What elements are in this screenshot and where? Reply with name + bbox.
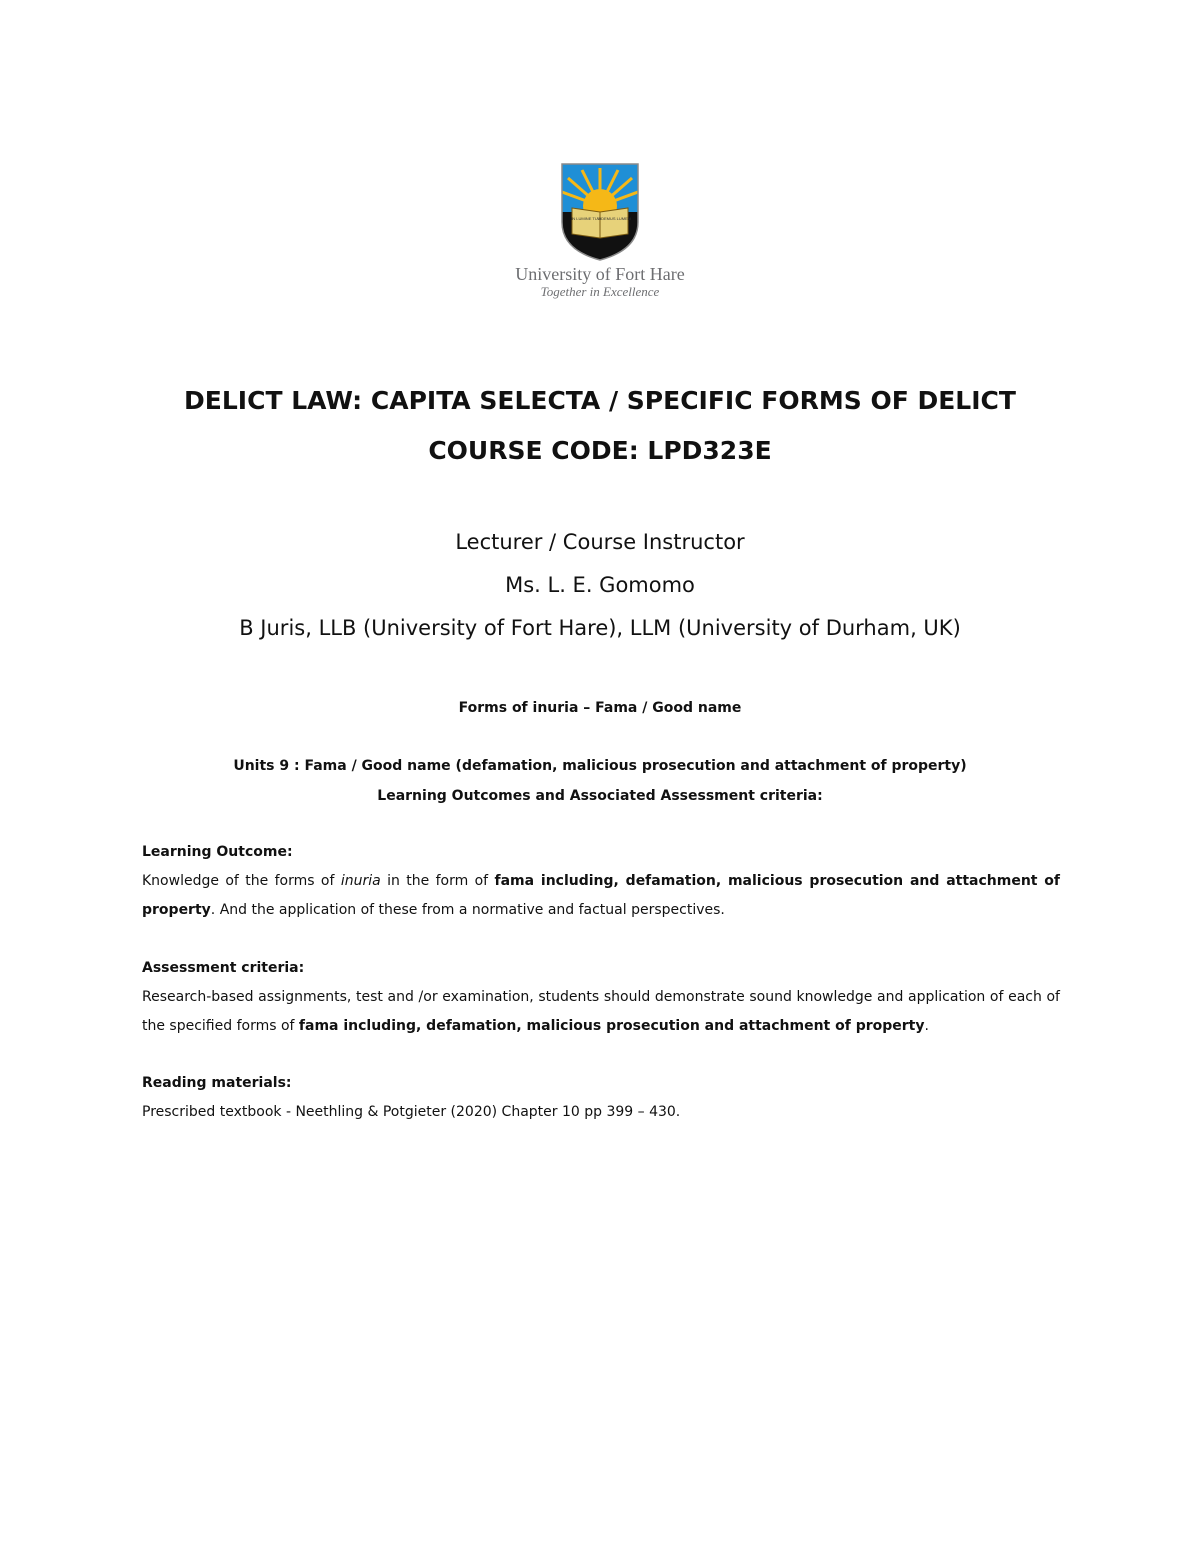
assessment-bold: fama including, defamation, malicious prosecution and attachment of property xyxy=(298,1018,925,1034)
learning-outcome-text-end: . And the application of these from a normative and factual perspectives. xyxy=(210,902,725,918)
university-motto: Together in Excellence xyxy=(540,284,660,299)
lecturer-name: Ms. L. E. Gomomo xyxy=(505,573,695,597)
learning-outcome-italic: inuria xyxy=(340,873,381,889)
unit-subtitle: Learning Outcomes and Associated Assessment criteria: xyxy=(377,788,823,804)
assessment-text xyxy=(142,983,1060,1041)
reading-section xyxy=(142,1069,1060,1127)
learning-outcome-section xyxy=(142,838,1060,925)
lecturer-qualifications: B Juris, LLB (University of Fort Hare), LLM (University of Durham, UK) xyxy=(239,616,961,640)
reading-text: Prescribed textbook - Neethling & Potgieter (2020) Chapter 10 pp 399 – 430. xyxy=(142,1104,681,1120)
learning-outcome-text-b: in the form of xyxy=(380,873,495,889)
crest-book-right-text: VIDEMUS LUMEN xyxy=(597,216,631,221)
lecturer-role: Lecturer / Course Instructor xyxy=(455,530,745,554)
crest-book-left-text: IN LUMINE TUO xyxy=(571,216,601,221)
assessment-text-a: Research-based assignments, test and /or examination, students should demonstrate sound knowledge and application of each of the specified forms of xyxy=(142,989,1060,1034)
unit-title: Units 9 : Fama / Good name (defamation, malicious prosecution and attachment of property) xyxy=(233,758,967,774)
course-code: COURSE CODE: LPD323E xyxy=(428,436,772,465)
assessment-heading: Assessment criteria: xyxy=(142,960,305,976)
learning-outcome-bold: fama including, defamation, malicious prosecution and attachment of property xyxy=(142,873,1061,918)
assessment-section xyxy=(142,954,1060,1041)
assessment-text-end: . xyxy=(924,1018,929,1034)
learning-outcome-text xyxy=(142,867,1060,925)
university-name: University of Fort Hare xyxy=(515,264,685,284)
topic-heading: Forms of inuria – Fama / Good name xyxy=(458,700,742,716)
university-logo xyxy=(500,162,700,300)
reading-heading: Reading materials: xyxy=(142,1075,292,1091)
university-crest-icon xyxy=(560,162,640,262)
course-title: DELICT LAW: CAPITA SELECTA / SPECIFIC FORMS OF DELICT xyxy=(184,386,1016,415)
learning-outcome-heading: Learning Outcome: xyxy=(142,844,293,860)
learning-outcome-text-a: Knowledge of the forms of xyxy=(142,873,341,889)
